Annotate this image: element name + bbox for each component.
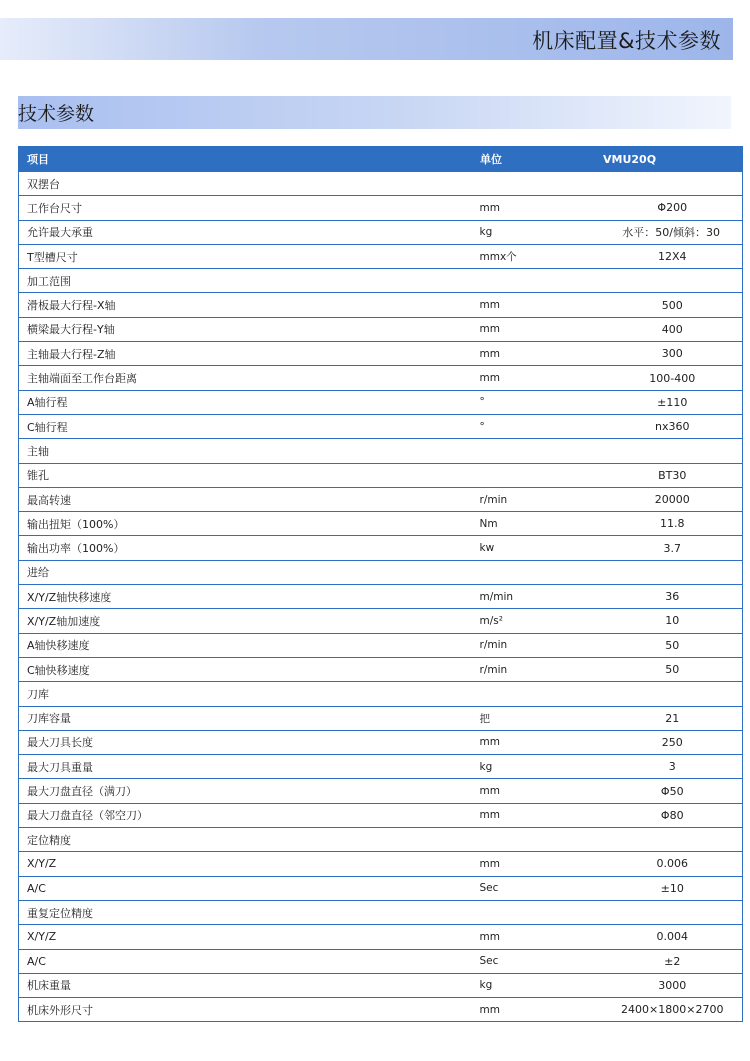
unit-cell: r/min xyxy=(480,633,603,657)
table-row xyxy=(19,342,743,366)
page-title: 机床配置&技术参数 xyxy=(532,29,721,53)
table-row xyxy=(19,949,743,973)
item-cell: 主轴最大行程-Z轴 xyxy=(19,342,480,366)
item-cell: A/C xyxy=(19,949,480,973)
unit-cell xyxy=(480,463,603,487)
section-header xyxy=(18,96,731,129)
item-cell: C轴行程 xyxy=(19,414,480,438)
table-row xyxy=(19,585,743,609)
table-row xyxy=(19,536,743,560)
table-row xyxy=(19,876,743,900)
unit-cell: m/min xyxy=(480,585,603,609)
value-cell: 3 xyxy=(603,755,743,779)
value-cell: 21 xyxy=(603,706,743,730)
value-cell: 水平：50/倾斜：30 xyxy=(603,220,743,244)
item-cell: X/Y/Z轴加速度 xyxy=(19,609,480,633)
item-cell: 输出功率（100%） xyxy=(19,536,480,560)
item-cell: 工作台尺寸 xyxy=(19,196,480,220)
table-row xyxy=(19,973,743,997)
value-cell: 11.8 xyxy=(603,512,743,536)
value-cell: ±10 xyxy=(603,876,743,900)
value-cell: 2400×1800×2700 xyxy=(603,998,743,1022)
item-cell: 机床重量 xyxy=(19,973,480,997)
table-row xyxy=(19,366,743,390)
value-cell: nx360 xyxy=(603,414,743,438)
item-cell: 刀库容量 xyxy=(19,706,480,730)
value-cell: 12X4 xyxy=(603,244,743,268)
table-row xyxy=(19,414,743,438)
value-cell: ±2 xyxy=(603,949,743,973)
unit-cell: m/s² xyxy=(480,609,603,633)
unit-cell: mm xyxy=(480,730,603,754)
unit-cell: Sec xyxy=(480,949,603,973)
unit-cell: 把 xyxy=(480,706,603,730)
table-header-row xyxy=(19,147,743,172)
table-row xyxy=(19,244,743,268)
item-cell: X/Y/Z轴快移速度 xyxy=(19,585,480,609)
value-cell: 3.7 xyxy=(603,536,743,560)
value-cell: 100-400 xyxy=(603,366,743,390)
item-cell: 最大刀具重量 xyxy=(19,755,480,779)
table-row xyxy=(19,633,743,657)
unit-cell: mm xyxy=(480,317,603,341)
group-label: 加工范围 xyxy=(19,269,743,293)
table-row xyxy=(19,317,743,341)
unit-cell: kg xyxy=(480,755,603,779)
table-row xyxy=(19,755,743,779)
unit-cell: Sec xyxy=(480,876,603,900)
table-row xyxy=(19,998,743,1022)
column-header-item: 项目 xyxy=(19,147,480,172)
value-cell: 0.004 xyxy=(603,925,743,949)
specs-table xyxy=(18,146,743,1022)
item-cell: 主轴端面至工作台距离 xyxy=(19,366,480,390)
group-label: 重复定位精度 xyxy=(19,900,743,924)
value-cell: 50 xyxy=(603,633,743,657)
table-row xyxy=(19,706,743,730)
column-header-value: VMU20Q xyxy=(603,147,743,172)
item-cell: 最高转速 xyxy=(19,487,480,511)
unit-cell: Nm xyxy=(480,512,603,536)
unit-cell: mm xyxy=(480,852,603,876)
specs-table-body xyxy=(19,172,743,1022)
section-title: 技术参数 xyxy=(18,103,95,125)
value-cell: BT30 xyxy=(603,463,743,487)
value-cell: Φ200 xyxy=(603,196,743,220)
table-row xyxy=(19,852,743,876)
item-cell: 最大刀具长度 xyxy=(19,730,480,754)
table-group-row xyxy=(19,682,743,706)
table-row xyxy=(19,487,743,511)
table-row xyxy=(19,293,743,317)
table-row xyxy=(19,463,743,487)
value-cell: 300 xyxy=(603,342,743,366)
unit-cell: kw xyxy=(480,536,603,560)
value-cell: 3000 xyxy=(603,973,743,997)
column-header-unit: 单位 xyxy=(480,147,603,172)
item-cell: A/C xyxy=(19,876,480,900)
value-cell: 50 xyxy=(603,657,743,681)
item-cell: 机床外形尺寸 xyxy=(19,998,480,1022)
item-cell: 滑板最大行程-X轴 xyxy=(19,293,480,317)
value-cell: 10 xyxy=(603,609,743,633)
item-cell: 横梁最大行程-Y轴 xyxy=(19,317,480,341)
table-group-row xyxy=(19,828,743,852)
unit-cell: ° xyxy=(480,414,603,438)
unit-cell: ° xyxy=(480,390,603,414)
table-row xyxy=(19,657,743,681)
table-row xyxy=(19,512,743,536)
group-label: 刀库 xyxy=(19,682,743,706)
table-group-row xyxy=(19,560,743,584)
item-cell: 允许最大承重 xyxy=(19,220,480,244)
item-cell: X/Y/Z xyxy=(19,925,480,949)
table-row xyxy=(19,925,743,949)
group-label: 双摆台 xyxy=(19,172,743,196)
value-cell: 500 xyxy=(603,293,743,317)
table-row xyxy=(19,730,743,754)
group-label: 进给 xyxy=(19,560,743,584)
table-group-row xyxy=(19,269,743,293)
unit-cell: r/min xyxy=(480,487,603,511)
value-cell: 400 xyxy=(603,317,743,341)
item-cell: A轴快移速度 xyxy=(19,633,480,657)
table-row xyxy=(19,390,743,414)
group-label: 主轴 xyxy=(19,439,743,463)
unit-cell: kg xyxy=(480,220,603,244)
item-cell: 输出扭矩（100%） xyxy=(19,512,480,536)
item-cell: X/Y/Z xyxy=(19,852,480,876)
unit-cell: mm xyxy=(480,925,603,949)
unit-cell: mm xyxy=(480,366,603,390)
item-cell: 最大刀盘直径（满刀） xyxy=(19,779,480,803)
unit-cell: mmx个 xyxy=(480,244,603,268)
table-row xyxy=(19,220,743,244)
item-cell: T型槽尺寸 xyxy=(19,244,480,268)
item-cell: C轴快移速度 xyxy=(19,657,480,681)
group-label: 定位精度 xyxy=(19,828,743,852)
unit-cell: r/min xyxy=(480,657,603,681)
table-row xyxy=(19,196,743,220)
unit-cell: mm xyxy=(480,998,603,1022)
item-cell: 最大刀盘直径（邻空刀） xyxy=(19,803,480,827)
value-cell: 250 xyxy=(603,730,743,754)
item-cell: 锥孔 xyxy=(19,463,480,487)
value-cell: ±110 xyxy=(603,390,743,414)
value-cell: 20000 xyxy=(603,487,743,511)
unit-cell: mm xyxy=(480,293,603,317)
table-row xyxy=(19,609,743,633)
value-cell: Φ50 xyxy=(603,779,743,803)
unit-cell: mm xyxy=(480,803,603,827)
table-group-row xyxy=(19,900,743,924)
unit-cell: mm xyxy=(480,196,603,220)
unit-cell: mm xyxy=(480,342,603,366)
table-group-row xyxy=(19,439,743,463)
value-cell: Φ80 xyxy=(603,803,743,827)
value-cell: 36 xyxy=(603,585,743,609)
table-row xyxy=(19,803,743,827)
unit-cell: kg xyxy=(480,973,603,997)
top-banner xyxy=(0,18,733,60)
table-group-row xyxy=(19,172,743,196)
unit-cell: mm xyxy=(480,779,603,803)
table-row xyxy=(19,779,743,803)
value-cell: 0.006 xyxy=(603,852,743,876)
item-cell: A轴行程 xyxy=(19,390,480,414)
